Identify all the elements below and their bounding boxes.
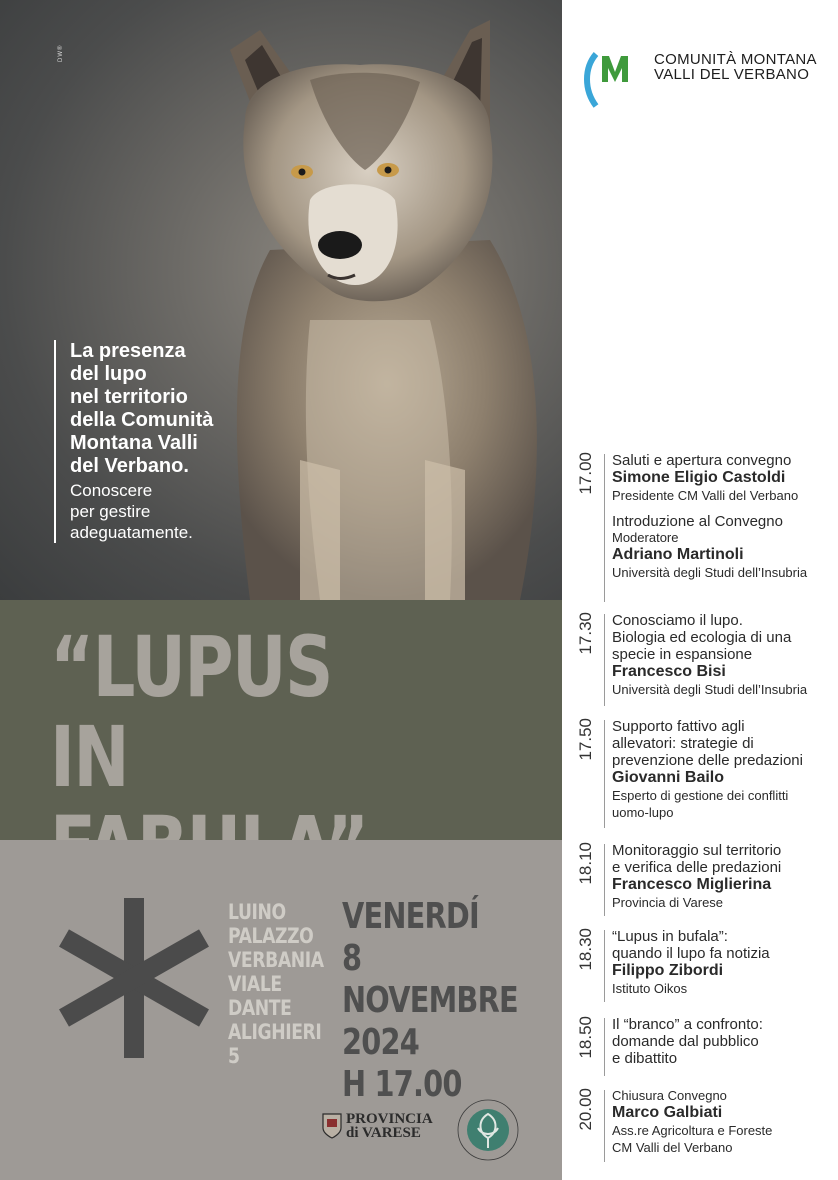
slot-body bbox=[612, 928, 838, 997]
organizer-line-1: COMUNITÀ MONTANA bbox=[654, 51, 817, 68]
right-column bbox=[562, 0, 838, 1180]
slot-body bbox=[612, 1016, 838, 1067]
speaker-affiliation: Esperto di gestione dei conflitti uomo-lupo bbox=[612, 788, 789, 820]
slot-time-label: 20.00 bbox=[576, 1088, 595, 1131]
photo-credit: DW® bbox=[58, 44, 64, 62]
provincia-line-2: di VARESE bbox=[346, 1125, 421, 1141]
talk-title: Monitoraggio sul territorio e verifica delle predazioni bbox=[612, 842, 782, 876]
intro-text-block bbox=[54, 340, 264, 543]
slot-time-label: 18.50 bbox=[576, 1016, 595, 1059]
speaker-role: Moderatore bbox=[612, 530, 679, 545]
slot-body bbox=[612, 1088, 838, 1156]
wolf-photo bbox=[0, 0, 562, 600]
talk-title: Supporto fattivo agli allevatori: strategie di prevenzione delle predazioni bbox=[612, 718, 803, 769]
speaker-name: Giovanni Bailo bbox=[612, 769, 725, 786]
slot-body bbox=[612, 718, 838, 821]
speaker-name: Simone Eligio Castoldi bbox=[612, 469, 786, 486]
slot-divider bbox=[604, 1090, 605, 1162]
speaker-name: Francesco Miglierina bbox=[612, 876, 772, 893]
slot-divider bbox=[604, 930, 605, 1002]
slot-time-label: 18.30 bbox=[576, 928, 595, 971]
provincia-text bbox=[346, 1112, 433, 1140]
slot-time-label: 18.10 bbox=[576, 842, 595, 885]
slot-time-label: 17.30 bbox=[576, 612, 595, 655]
speaker-role: Chiusura Convegno bbox=[612, 1088, 727, 1103]
speaker-affiliation: Università degli Studi dell’Insubria bbox=[612, 565, 808, 580]
slot-divider bbox=[604, 614, 605, 706]
comunita-montana-logo-icon bbox=[582, 50, 638, 108]
talk-title: Introduzione al Convegno bbox=[612, 513, 783, 530]
talk-title: “Lupus in bufala”: quando il lupo fa notizia bbox=[612, 928, 770, 962]
info-band bbox=[0, 840, 562, 1180]
talk-title: Conosciamo il lupo. Biologia ed ecologia di una specie in espansione bbox=[612, 612, 792, 663]
title-band bbox=[0, 600, 562, 840]
intro-subtitle: Conoscere per gestire adeguatamente. bbox=[70, 481, 193, 542]
intro-lead: La presenza del lupo nel territorio della Comunità Montana Valli del Verbano. bbox=[70, 340, 214, 477]
speaker-affiliation: Presidente CM Valli del Verbano bbox=[612, 488, 799, 503]
speaker-affiliation: Ass.re Agricoltura e Foreste CM Valli del Verbano bbox=[612, 1123, 773, 1155]
speaker-affiliation: Provincia di Varese bbox=[612, 895, 724, 910]
slot-divider bbox=[604, 720, 605, 828]
organizer-name bbox=[654, 52, 817, 82]
event-venue: LUINO PALAZZO VERBANIA VIALE DANTE ALIGHIERI 5 bbox=[228, 900, 324, 1068]
slot-divider bbox=[604, 844, 605, 916]
asterisk-icon bbox=[54, 898, 214, 1058]
slot-body bbox=[612, 612, 838, 698]
university-seal-logo bbox=[456, 1098, 520, 1162]
slot-time-label: 17.00 bbox=[576, 452, 595, 495]
provincia-line-1: PROVINCIA bbox=[346, 1111, 433, 1127]
provincia-shield-icon bbox=[322, 1113, 342, 1139]
speaker-name: Francesco Bisi bbox=[612, 663, 726, 680]
speaker-affiliation: Istituto Oikos bbox=[612, 981, 688, 996]
speaker-affiliation: Università degli Studi dell’Insubria bbox=[612, 682, 808, 697]
slot-divider bbox=[604, 1018, 605, 1076]
event-date: VENERDÍ 8 NOVEMBRE 2024 H 17.00 bbox=[342, 896, 518, 1105]
organizer-line-2: VALLI DEL VERBANO bbox=[654, 66, 810, 83]
slot-body bbox=[612, 842, 838, 911]
event-title: “LUPUS IN bbox=[50, 618, 332, 806]
provincia-varese-logo bbox=[322, 1112, 433, 1140]
slot-divider bbox=[604, 454, 605, 602]
speaker-name: Filippo Zibordi bbox=[612, 962, 724, 979]
slot-body bbox=[612, 452, 838, 581]
talk-title: Saluti e apertura convegno bbox=[612, 452, 792, 469]
speaker-name: Adriano Martinoli bbox=[612, 546, 744, 563]
talk-title: Il “branco” a confronto: domande dal pubblico e dibattito bbox=[612, 1016, 763, 1067]
speaker-name: Marco Galbiati bbox=[612, 1104, 723, 1121]
slot-time-label: 17.50 bbox=[576, 718, 595, 761]
